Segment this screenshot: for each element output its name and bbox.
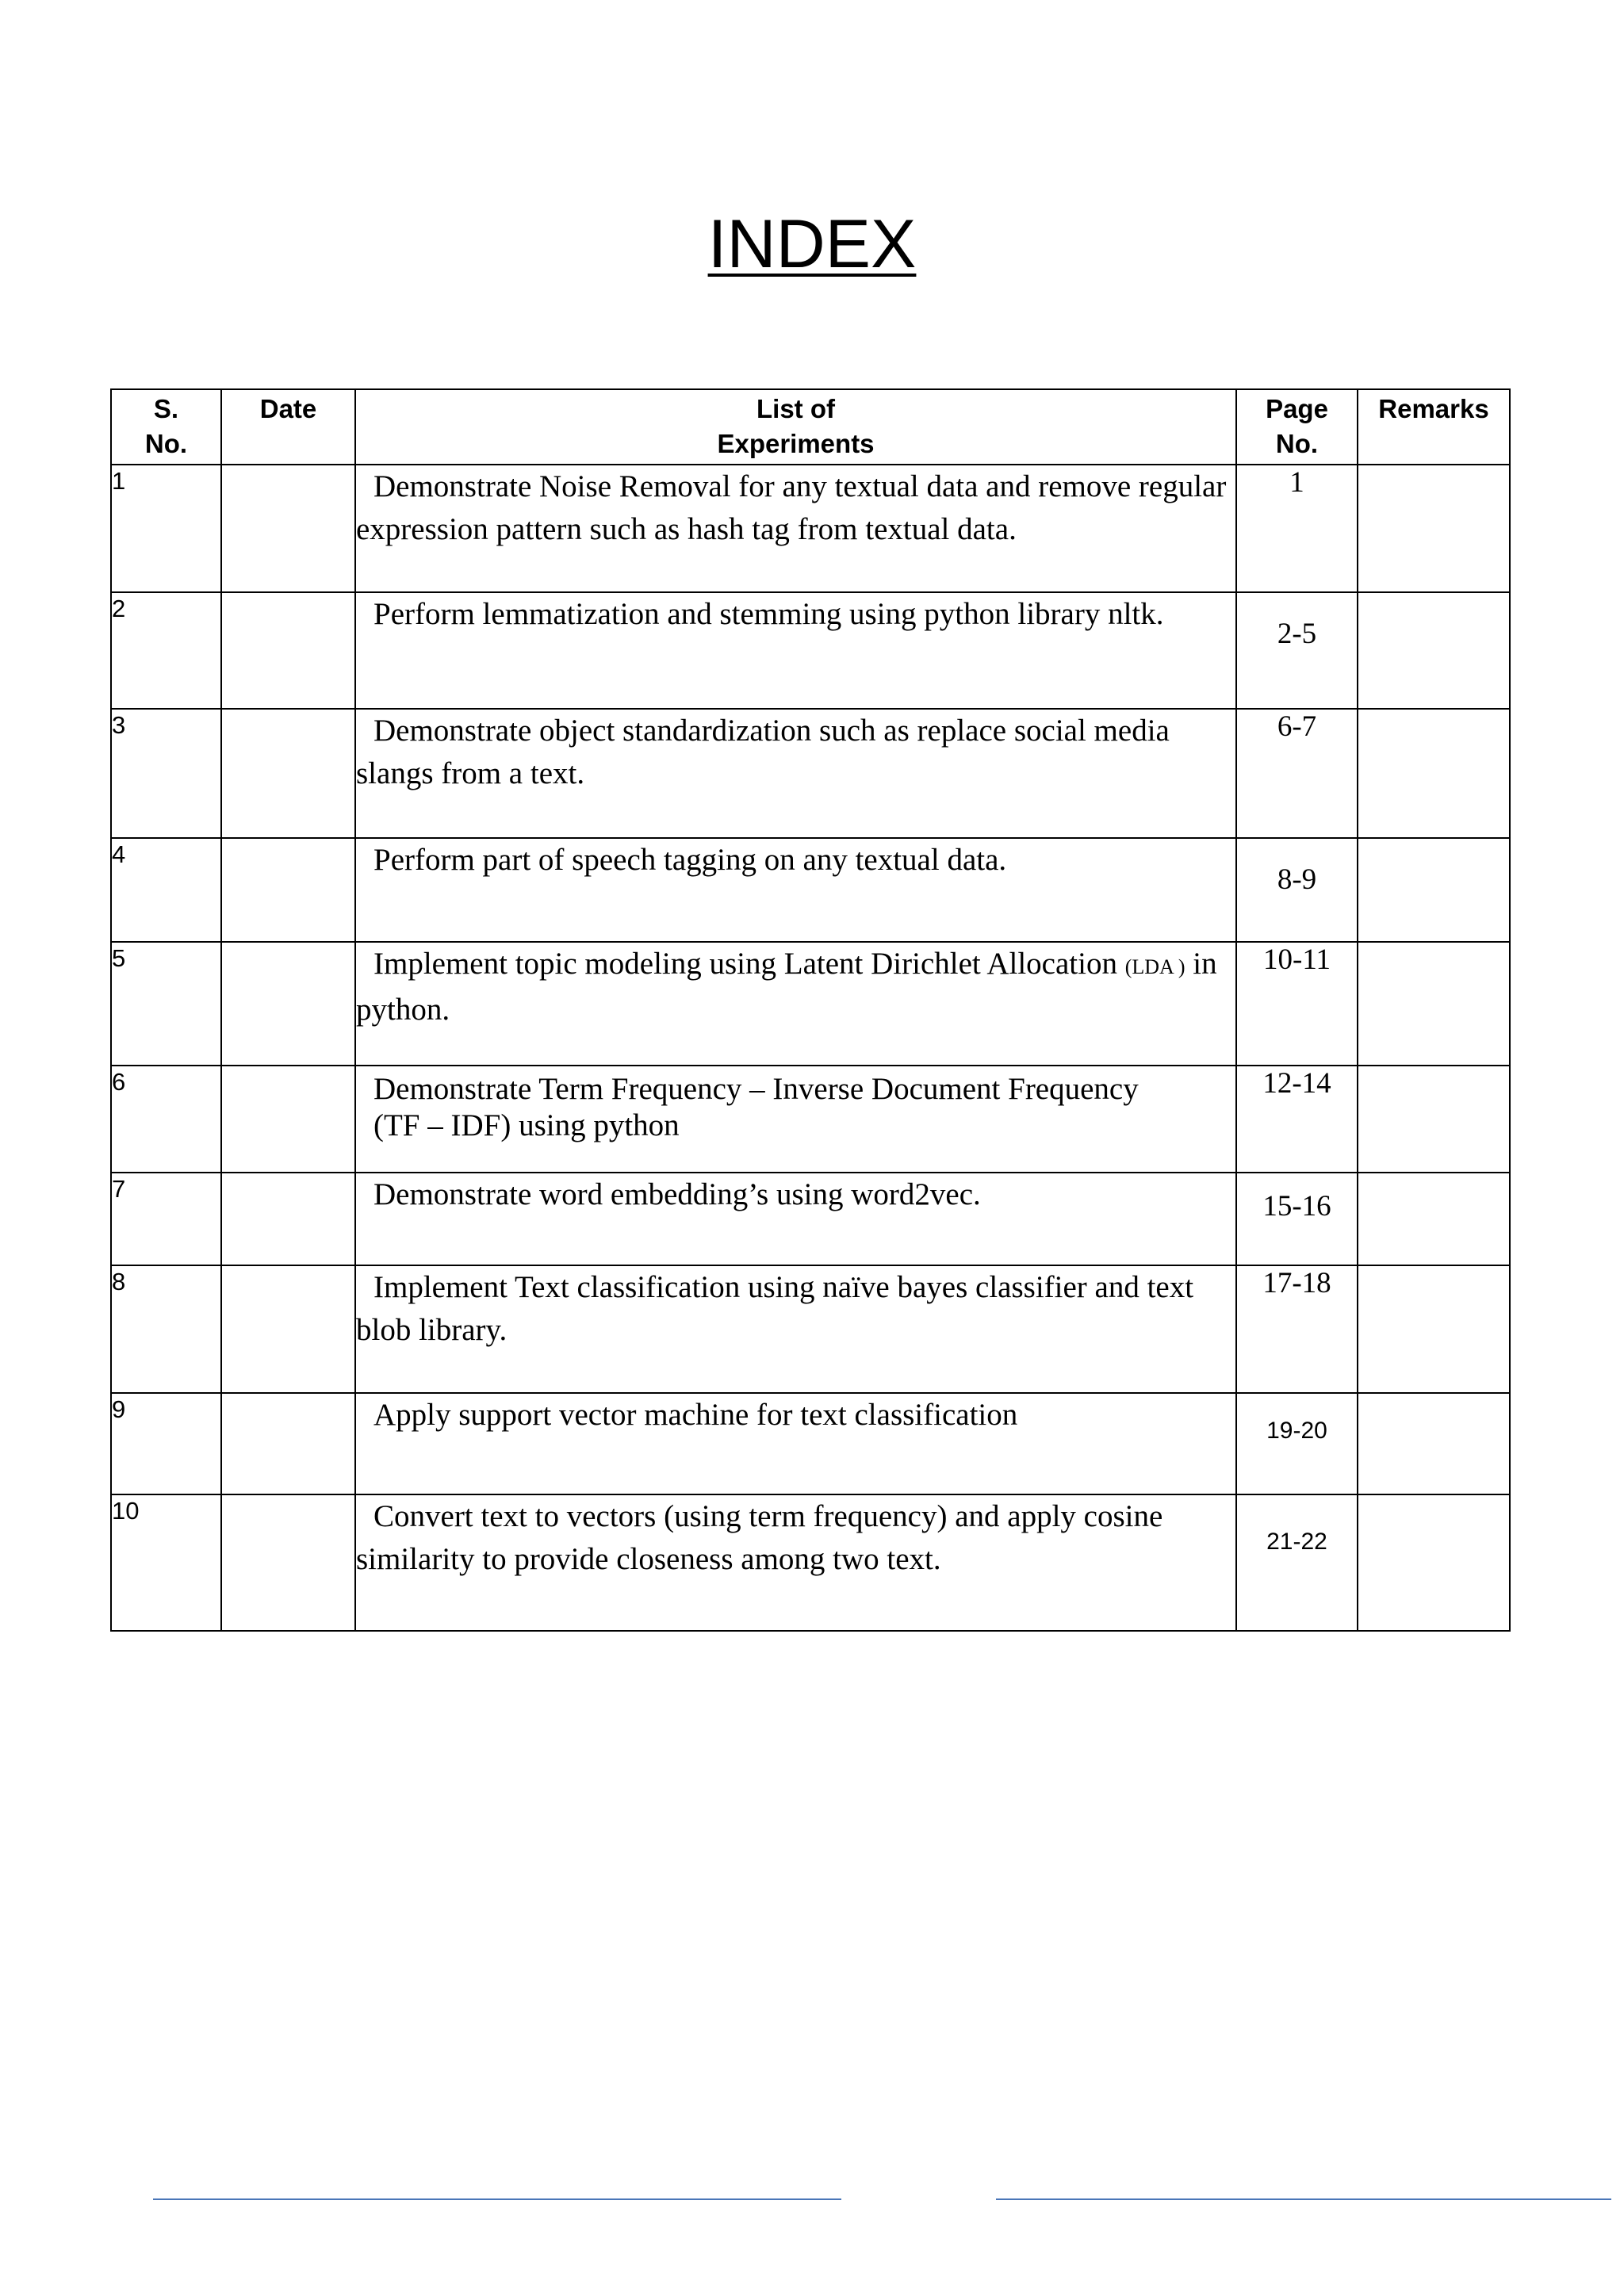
row-date bbox=[221, 465, 355, 592]
page-title: INDEX bbox=[707, 206, 917, 282]
row-sno: 8 bbox=[111, 1265, 221, 1393]
row-page: 2-5 bbox=[1236, 592, 1358, 709]
row-experiment: Implement Text classification using naïve bayes classifier and text blob library. bbox=[355, 1265, 1236, 1393]
row-date bbox=[221, 942, 355, 1066]
row-date bbox=[221, 592, 355, 709]
header-page: Page No. bbox=[1236, 389, 1358, 465]
table-row bbox=[111, 838, 1510, 942]
row-experiment: Demonstrate Term Frequency – Inverse Document Frequency (TF – IDF) using python bbox=[355, 1066, 1236, 1173]
table-row bbox=[111, 709, 1510, 838]
row-remarks bbox=[1358, 465, 1510, 592]
row-date bbox=[221, 1066, 355, 1173]
table-row bbox=[111, 592, 1510, 709]
table-row bbox=[111, 1173, 1510, 1265]
row-sno: 4 bbox=[111, 838, 221, 942]
row-page: 6-7 bbox=[1236, 709, 1358, 838]
row-experiment: Apply support vector machine for text classification bbox=[355, 1393, 1236, 1494]
row-remarks bbox=[1358, 1494, 1510, 1631]
row-sno: 5 bbox=[111, 942, 221, 1066]
row-experiment: Perform lemmatization and stemming using python library nltk. bbox=[355, 592, 1236, 709]
row-date bbox=[221, 838, 355, 942]
row-sno: 10 bbox=[111, 1494, 221, 1631]
row-sno: 1 bbox=[111, 465, 221, 592]
row-sno: 3 bbox=[111, 709, 221, 838]
table-row bbox=[111, 1066, 1510, 1173]
row-remarks bbox=[1358, 942, 1510, 1066]
row-date bbox=[221, 1494, 355, 1631]
row-remarks bbox=[1358, 1173, 1510, 1265]
row-experiment: Convert text to vectors (using term frequency) and apply cosine similarity to provide closeness among two text. bbox=[355, 1494, 1236, 1631]
row-page: 19-20 bbox=[1236, 1393, 1358, 1494]
table-row bbox=[111, 1265, 1510, 1393]
footer-line-left bbox=[153, 2198, 841, 2200]
row-remarks bbox=[1358, 1265, 1510, 1393]
row-sno: 9 bbox=[111, 1393, 221, 1494]
row-experiment: Demonstrate object standardization such as replace social media slangs from a text. bbox=[355, 709, 1236, 838]
row-sno: 2 bbox=[111, 592, 221, 709]
row-experiment: Perform part of speech tagging on any textual data. bbox=[355, 838, 1236, 942]
footer-line-right bbox=[996, 2198, 1611, 2200]
row-sno: 6 bbox=[111, 1066, 221, 1173]
row-date bbox=[221, 709, 355, 838]
row-remarks bbox=[1358, 1066, 1510, 1173]
row-date bbox=[221, 1393, 355, 1494]
row-remarks bbox=[1358, 1393, 1510, 1494]
row-experiment: Demonstrate Noise Removal for any textual data and remove regular expression pattern such as hash tag from textual data. bbox=[355, 465, 1236, 592]
row-page: 21-22 bbox=[1236, 1494, 1358, 1631]
row-page: 17-18 bbox=[1236, 1265, 1358, 1393]
row-page: 12-14 bbox=[1236, 1066, 1358, 1173]
table-row bbox=[111, 942, 1510, 1066]
row-page: 1 bbox=[1236, 465, 1358, 592]
table-row bbox=[111, 1494, 1510, 1631]
row-page: 10-11 bbox=[1236, 942, 1358, 1066]
table-row bbox=[111, 465, 1510, 592]
row-remarks bbox=[1358, 709, 1510, 838]
header-experiments: List of Experiments bbox=[355, 389, 1236, 465]
table-row bbox=[111, 1393, 1510, 1494]
row-date bbox=[221, 1265, 355, 1393]
row-remarks bbox=[1358, 838, 1510, 942]
row-sno: 7 bbox=[111, 1173, 221, 1265]
row-page: 15-16 bbox=[1236, 1173, 1358, 1265]
header-sno: S. No. bbox=[111, 389, 221, 465]
index-table bbox=[110, 388, 1511, 1632]
row-remarks bbox=[1358, 592, 1510, 709]
row-date bbox=[221, 1173, 355, 1265]
row-experiment: Demonstrate word embedding’s using word2vec. bbox=[355, 1173, 1236, 1265]
table-header-row bbox=[111, 389, 1510, 465]
row-page: 8-9 bbox=[1236, 838, 1358, 942]
header-remarks: Remarks bbox=[1358, 389, 1510, 465]
header-date: Date bbox=[221, 389, 355, 465]
row-experiment: Implement topic modeling using Latent Dirichlet Allocation (LDA ) in python. bbox=[355, 942, 1236, 1066]
